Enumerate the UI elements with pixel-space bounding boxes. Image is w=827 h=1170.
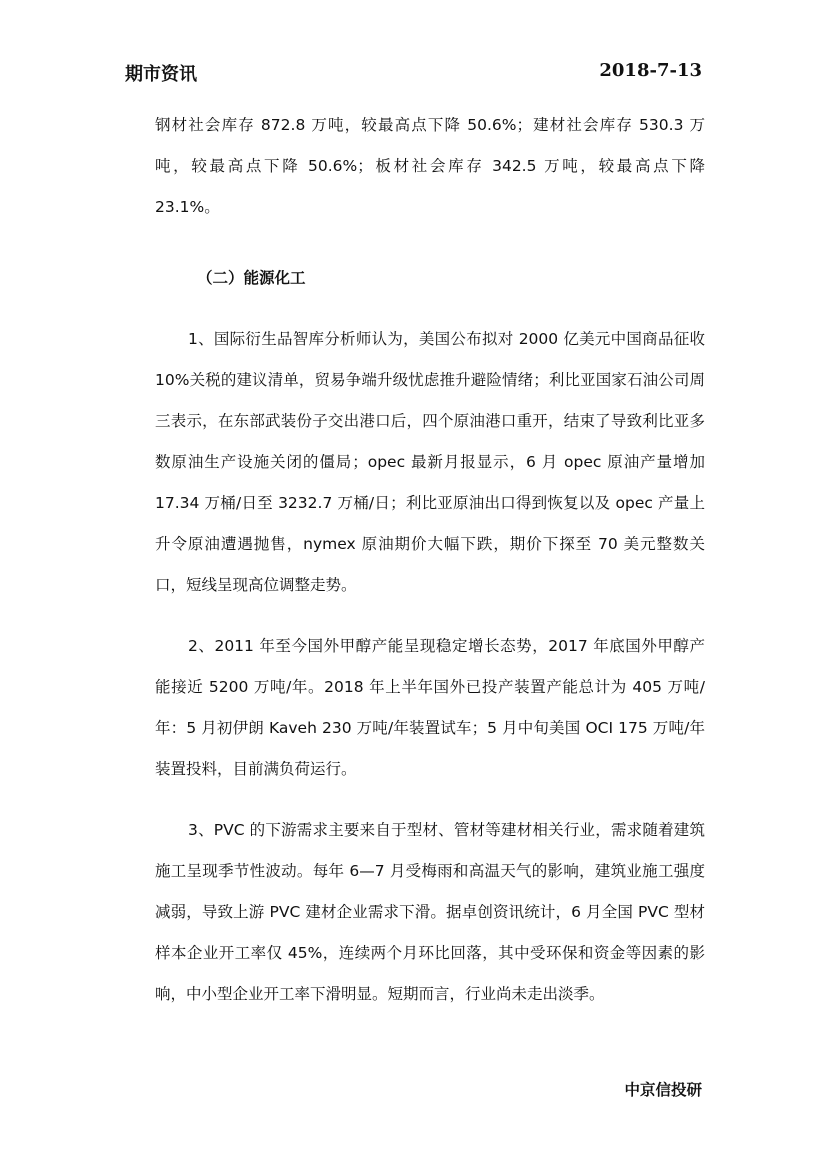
section-heading: （二）能源化工 xyxy=(197,269,306,287)
paragraph-item-1: 1、国际衍生品智库分析师认为，美国公布拟对 2000 亿美元中国商品征收 10%关税的建议清单，贸易争端升级忧虑推升避险情绪；利比亚国家石油公司周三表示，在东部武装份子交出港口后，四个原油港口重开，结束了导致利比亚多数原油生产设施关闭的僵局；opec 最新月报显示，6 月 opec 原油产量增加 17.34 万桶/日至 3232.7 万桶/日；利比亚原油出口得到恢复以及 opec 产量上升令原油遭遇抛售，nymex 原油期价大幅下跌，期价下探至 70 美元整数关口，短线呈现高位调整走势。 xyxy=(155,330,705,594)
page-body xyxy=(155,105,705,1015)
page-footer: 中京信投研 xyxy=(624,1081,702,1099)
paragraph-item-3: 3、PVC 的下游需求主要来自于型材、管材等建材相关行业，需求随着建筑施工呈现季节性波动。每年 6—7 月受梅雨和高温天气的影响，建筑业施工强度减弱，导致上游 PVC 建材企业需求下滑。据卓创资讯统计，6 月全国 PVC 型材样本企业开工率仅 45%，连续两个月环比回落，其中受环保和资金等因素的影响，中小型企业开工率下滑明显。短期而言，行业尚未走出淡季。 xyxy=(155,821,705,1003)
header-date: 2018-7-13 xyxy=(599,60,702,81)
header-title: 期市资讯 xyxy=(125,64,197,85)
intro-paragraph: 钢材社会库存 872.8 万吨，较最高点下降 50.6%；建材社会库存 530.3 万吨，较最高点下降 50.6%；板材社会库存 342.5 万吨，较最高点下降 23.1%。 xyxy=(155,116,705,216)
page-header xyxy=(125,60,702,88)
paragraph-item-2: 2、2011 年至今国外甲醇产能呈现稳定增长态势，2017 年底国外甲醇产能接近 5200 万吨/年。2018 年上半年国外已投产装置产能总计为 405 万吨/年：5 月初伊朗 Kaveh 230 万吨/年装置试车；5 月中旬美国 OCI 175 万吨/年装置投料，目前满负荷运行。 xyxy=(155,637,705,778)
